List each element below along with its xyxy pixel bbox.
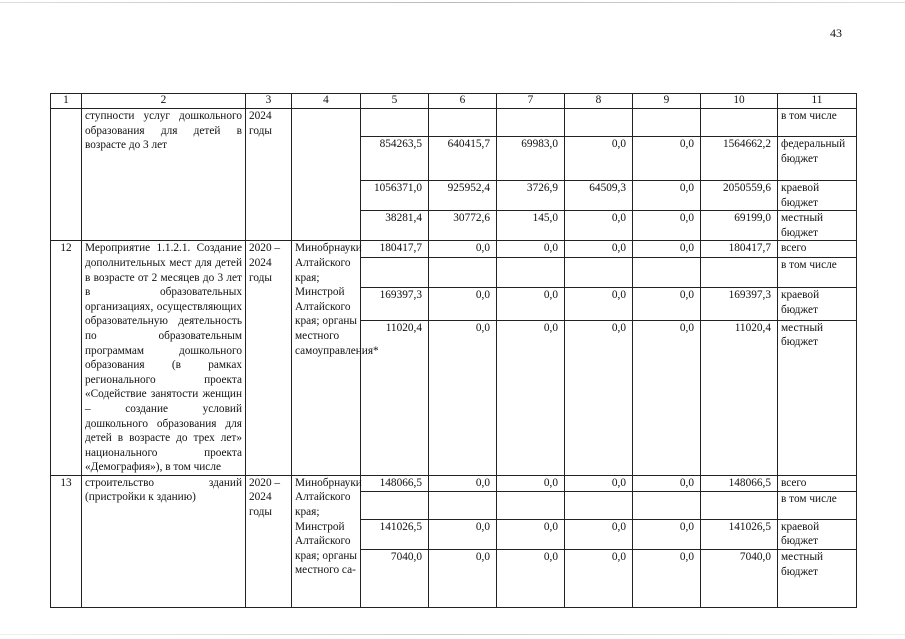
amount-cell: 64509,3 — [565, 181, 633, 211]
funding-source-cell: федеральный бюджет — [778, 137, 857, 181]
row-number-cell — [51, 109, 82, 241]
amount-cell: 141026,5 — [701, 519, 778, 549]
measure-description-cell: ступности услуг дошкольного образования для детей в возрасте до 3 лет — [82, 109, 246, 241]
amount-cell: 0,0 — [633, 288, 701, 320]
funding-source-cell: местный бюджет — [778, 211, 857, 241]
amount-cell: 169397,3 — [361, 288, 429, 320]
period-cell: 2020 – 2024 годы — [246, 241, 292, 476]
amount-cell — [633, 258, 701, 288]
amount-cell: 0,0 — [633, 181, 701, 211]
amount-cell: 69983,0 — [497, 137, 565, 181]
amount-cell: 0,0 — [565, 211, 633, 241]
measure-description-cell: Мероприятие 1.1.2.1. Создание дополнительных мест для детей в возрасте от 2 месяцев до 3 лет в образовательных организациях, осуществляющих образовательную деятельность по образовательным программам дошкольного образования (в рамках регионального проекта «Содействие занятости женщин – создание условий дошкольного образования для детей в возрасте до трех лет» национального проекта «Демография»), в том числе — [82, 241, 246, 476]
amount-cell: 0,0 — [633, 550, 701, 608]
amount-cell: 0,0 — [633, 211, 701, 241]
amount-cell: 0,0 — [633, 137, 701, 181]
amount-cell: 38281,4 — [361, 211, 429, 241]
amount-cell — [633, 491, 701, 519]
header-cell: 4 — [292, 94, 361, 109]
amount-cell: 0,0 — [497, 288, 565, 320]
table-header-row — [51, 94, 857, 109]
header-cell: 8 — [565, 94, 633, 109]
amount-cell — [497, 258, 565, 288]
header-cell: 6 — [429, 94, 497, 109]
amount-cell: 1056371,0 — [361, 181, 429, 211]
amount-cell — [361, 491, 429, 519]
amount-cell: 0,0 — [633, 320, 701, 475]
amount-cell: 180417,7 — [361, 241, 429, 258]
amount-cell — [429, 258, 497, 288]
amount-cell: 925952,4 — [429, 181, 497, 211]
amount-cell — [429, 109, 497, 137]
amount-cell: 0,0 — [429, 241, 497, 258]
executor-cell: Минобрнауки Алтайского края; Минстрой Алтайского края; органы местного са- — [292, 475, 361, 607]
amount-cell: 180417,7 — [701, 241, 778, 258]
amount-cell: 3726,9 — [497, 181, 565, 211]
funding-source-cell: местный бюджет — [778, 320, 857, 475]
amount-cell: 0,0 — [565, 288, 633, 320]
funding-source-cell: в том числе — [778, 109, 857, 137]
funding-source-cell: краевой бюджет — [778, 519, 857, 549]
executor-cell — [292, 109, 361, 241]
amount-cell: 640415,7 — [429, 137, 497, 181]
amount-cell: 0,0 — [497, 241, 565, 258]
table-row — [51, 109, 857, 137]
amount-cell — [497, 109, 565, 137]
amount-cell: 169397,3 — [701, 288, 778, 320]
amount-cell — [565, 491, 633, 519]
funding-source-cell: краевой бюджет — [778, 288, 857, 320]
amount-cell — [565, 109, 633, 137]
amount-cell: 0,0 — [565, 475, 633, 491]
amount-cell: 0,0 — [429, 475, 497, 491]
amount-cell — [633, 109, 701, 137]
header-cell: 5 — [361, 94, 429, 109]
amount-cell: 0,0 — [429, 519, 497, 549]
header-cell: 1 — [51, 94, 82, 109]
amount-cell: 2050559,6 — [701, 181, 778, 211]
amount-cell: 7040,0 — [361, 550, 429, 608]
amount-cell: 30772,6 — [429, 211, 497, 241]
header-cell: 10 — [701, 94, 778, 109]
amount-cell — [701, 109, 778, 137]
amount-cell: 145,0 — [497, 211, 565, 241]
header-cell: 7 — [497, 94, 565, 109]
amount-cell: 0,0 — [565, 519, 633, 549]
amount-cell: 11020,4 — [701, 320, 778, 475]
amount-cell — [497, 491, 565, 519]
amount-cell: 0,0 — [565, 550, 633, 608]
amount-cell: 11020,4 — [361, 320, 429, 475]
funding-source-cell: в том числе — [778, 491, 857, 519]
amount-cell: 69199,0 — [701, 211, 778, 241]
amount-cell: 0,0 — [429, 320, 497, 475]
amount-cell — [565, 258, 633, 288]
table-row — [51, 241, 857, 258]
row-number-cell: 12 — [51, 241, 82, 476]
scan-top-edge — [0, 2, 905, 3]
amount-cell: 0,0 — [497, 519, 565, 549]
amount-cell: 7040,0 — [701, 550, 778, 608]
amount-cell — [701, 491, 778, 519]
amount-cell: 1564662,2 — [701, 137, 778, 181]
header-cell: 2 — [82, 94, 246, 109]
amount-cell: 0,0 — [565, 137, 633, 181]
period-cell: 2020 – 2024 годы — [246, 475, 292, 607]
amount-cell — [361, 258, 429, 288]
amount-cell — [701, 258, 778, 288]
table-row — [51, 475, 857, 491]
amount-cell: 0,0 — [429, 550, 497, 608]
header-cell: 9 — [633, 94, 701, 109]
funding-source-cell: всего — [778, 475, 857, 491]
amount-cell — [361, 109, 429, 137]
amount-cell: 854263,5 — [361, 137, 429, 181]
amount-cell: 0,0 — [633, 519, 701, 549]
period-cell: 2024 годы — [246, 109, 292, 241]
amount-cell: 0,0 — [565, 241, 633, 258]
funding-source-cell: краевой бюджет — [778, 181, 857, 211]
amount-cell: 148066,5 — [361, 475, 429, 491]
funding-source-cell: местный бюджет — [778, 550, 857, 608]
amount-cell: 0,0 — [633, 475, 701, 491]
funding-source-cell: в том числе — [778, 258, 857, 288]
executor-cell: Минобрнауки Алтайского края; Минстрой Алтайского края; органы местного самоуправления* — [292, 241, 361, 476]
measure-description-cell: строительство зданий (пристройки к зданию) — [82, 475, 246, 607]
amount-cell: 141026,5 — [361, 519, 429, 549]
funding-source-cell: всего — [778, 241, 857, 258]
table-body — [51, 94, 857, 608]
budget-table — [50, 93, 857, 608]
amount-cell: 148066,5 — [701, 475, 778, 491]
amount-cell — [429, 491, 497, 519]
amount-cell: 0,0 — [497, 320, 565, 475]
amount-cell: 0,0 — [429, 288, 497, 320]
amount-cell: 0,0 — [565, 320, 633, 475]
page-number: 43 — [830, 26, 842, 40]
scan-bottom-edge — [0, 634, 905, 635]
header-cell: 3 — [246, 94, 292, 109]
amount-cell: 0,0 — [497, 475, 565, 491]
header-cell: 11 — [778, 94, 857, 109]
amount-cell: 0,0 — [633, 241, 701, 258]
amount-cell: 0,0 — [497, 550, 565, 608]
row-number-cell: 13 — [51, 475, 82, 607]
